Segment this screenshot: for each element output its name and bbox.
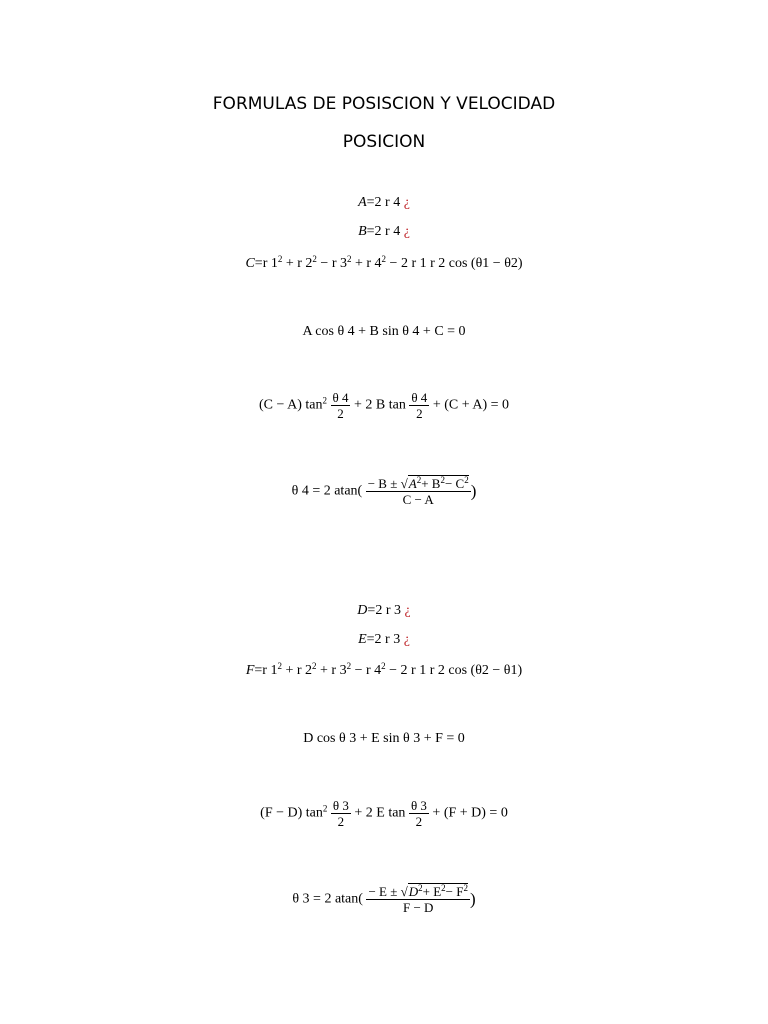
eq-c-sup3: 2: [346, 254, 352, 264]
eq-b-lhs: B: [358, 224, 367, 239]
eq-tan2-den: 2: [337, 814, 345, 829]
eq-f-t4: − r 4: [354, 663, 382, 678]
eq-theta4-fraction: [366, 476, 471, 507]
eq-tan2-right: + (F + D) = 0: [432, 805, 508, 821]
eq-f-sup1: 2: [277, 661, 282, 671]
eq-tan1-fraction: [331, 390, 351, 421]
eq-theta4-r3: − C: [444, 476, 465, 491]
eq-f-t1: r 1: [262, 663, 278, 678]
eq-f-sup3: 2: [346, 661, 352, 671]
eq-a-rhs: 2 r 4: [374, 195, 401, 210]
eq-f-t3: + r 3: [320, 663, 347, 678]
eq-f-tail: − 2 r 1 r 2 cos (θ2 − θ1): [389, 663, 523, 678]
eq-theta3-fraction: [366, 884, 470, 915]
document-title: FORMULAS DE POSISCION Y VELOCIDAD: [212, 94, 556, 114]
eq-b-rhs: 2 r 4: [374, 224, 401, 239]
equation-theta3: [0, 884, 768, 915]
eq-f-sup2: 2: [312, 661, 317, 671]
equation-a: A=2 r 4 ¿: [358, 195, 410, 210]
eq-tan2-left: (F − D) tan: [260, 805, 323, 821]
eq-tan2-fraction2: [409, 798, 429, 829]
eq-theta4-num-pre: − B ±: [367, 476, 401, 491]
eq-theta3-radical: √: [400, 884, 408, 899]
eq-theta4-r1: A: [408, 476, 417, 491]
eq-tan1-den: 2: [337, 406, 344, 421]
eq-theta3-num: [366, 884, 470, 900]
eq-tan2-mid: + 2 E tan: [354, 805, 406, 821]
eq-a-symbol: ¿: [403, 195, 410, 210]
eq-a-lhs: A: [358, 195, 367, 210]
eq-tan2-den2: 2: [415, 814, 423, 829]
eq-c-t1: r 1: [262, 256, 278, 271]
eq-b-symbol: ¿: [403, 224, 410, 239]
equation-d-cos: [0, 731, 768, 747]
eq-theta4-radicand: [408, 475, 469, 491]
eq-tan1-num: θ 4: [332, 390, 349, 405]
eq-c-sup2: 2: [312, 254, 317, 264]
eq-theta4-sup2: 2: [440, 475, 445, 485]
eq-f-t2: + r 2: [285, 663, 313, 678]
eq-c-t4: + r 4: [354, 256, 382, 271]
eq-theta4-sup1: 2: [416, 475, 422, 485]
eq-c-t2: + r 2: [285, 256, 313, 271]
eq-theta4-den: C − A: [402, 492, 434, 507]
eq-tan2-fraction: [331, 798, 351, 829]
eq-theta3-r3: − F: [445, 884, 464, 899]
eq-tan1-fraction2: [409, 390, 429, 421]
eq-dcos-text: D cos θ 3 + E sin θ 3 + F = 0: [303, 731, 465, 746]
eq-theta3-sup1: 2: [418, 883, 423, 893]
eq-d-rhs: 2 r 3: [375, 603, 401, 618]
equation-a-cos: [0, 324, 768, 340]
eq-d-lhs: D: [357, 603, 368, 618]
eq-f-sup4: 2: [381, 661, 386, 671]
equation-c: C=r $1^2 + r$ $2^2 - r$ $3^2 + r$ $4^2 - 2$ r 1 r 2 cos (θ1 − θ2): [245, 254, 523, 271]
eq-tan1-left: (C − A) tan: [259, 397, 323, 413]
eq-c-sup4: 2: [381, 254, 387, 264]
eq-theta4-r2: + B: [421, 476, 441, 491]
equation-d: D=2 r 3 ¿: [357, 603, 411, 618]
eq-theta3-r1: D: [408, 884, 419, 899]
eq-tan2-num2: θ 3: [410, 798, 427, 813]
eq-theta3-radicand: [408, 883, 468, 899]
eq-theta3-sup3: 2: [463, 883, 468, 893]
eq-theta3-num-pre: − E ±: [368, 884, 401, 899]
eq-tan2-sup: 2: [322, 803, 328, 814]
eq-f-lhs: F: [245, 663, 255, 678]
equation-b: B=2 r 4 ¿: [358, 224, 410, 239]
eq-c-t3: − r 3: [320, 256, 347, 271]
eq-c-lhs: C: [245, 256, 255, 271]
eq-acos-text: A cos θ 4 + B sin θ 4 + C = 0: [302, 324, 466, 339]
eq-theta3-den: F − D: [402, 900, 434, 915]
eq-d-symbol: ¿: [404, 603, 411, 618]
equation-f: F=r $1^2 + r$ $2^2 + r$ $3^2 - r$ $4^2 - 2$ r 1 r 2 cos (θ2 − θ1): [245, 661, 523, 678]
eq-theta4-radical: √: [400, 476, 408, 491]
eq-tan1-num2: θ 4: [411, 390, 428, 405]
equation-e: E=2 r 3 ¿: [358, 632, 410, 647]
eq-tan2-num: θ 3: [332, 798, 349, 813]
eq-theta4-lhs: θ 4 = 2 atan(: [291, 483, 363, 499]
eq-theta3-close: ): [469, 889, 476, 909]
eq-c-sup1: 2: [277, 254, 283, 264]
eq-e-lhs: E: [358, 632, 367, 647]
eq-tan1-den2: 2: [416, 406, 423, 421]
equation-tan-theta3: [0, 798, 768, 829]
eq-theta4-sup3: 2: [464, 475, 469, 485]
eq-tan1-right: + (C + A) = 0: [432, 397, 509, 413]
eq-c-tail: − 2 r 1 r 2 cos (θ1 − θ2): [389, 256, 523, 271]
eq-theta3-sup2: 2: [441, 883, 446, 893]
section-title: POSICION: [342, 132, 426, 152]
eq-theta3-lhs: θ 3 = 2 atan(: [292, 891, 363, 907]
eq-theta3-r2: + E: [422, 884, 442, 899]
eq-theta4-num: [366, 476, 471, 492]
eq-tan1-sup: 2: [322, 395, 327, 406]
eq-e-symbol: ¿: [403, 632, 410, 647]
equation-theta4: [0, 476, 768, 507]
eq-e-rhs: 2 r 3: [374, 632, 401, 647]
eq-theta4-close: ): [470, 481, 477, 501]
equation-tan-theta4: [0, 390, 768, 421]
eq-tan1-mid: + 2 B tan: [353, 397, 406, 413]
